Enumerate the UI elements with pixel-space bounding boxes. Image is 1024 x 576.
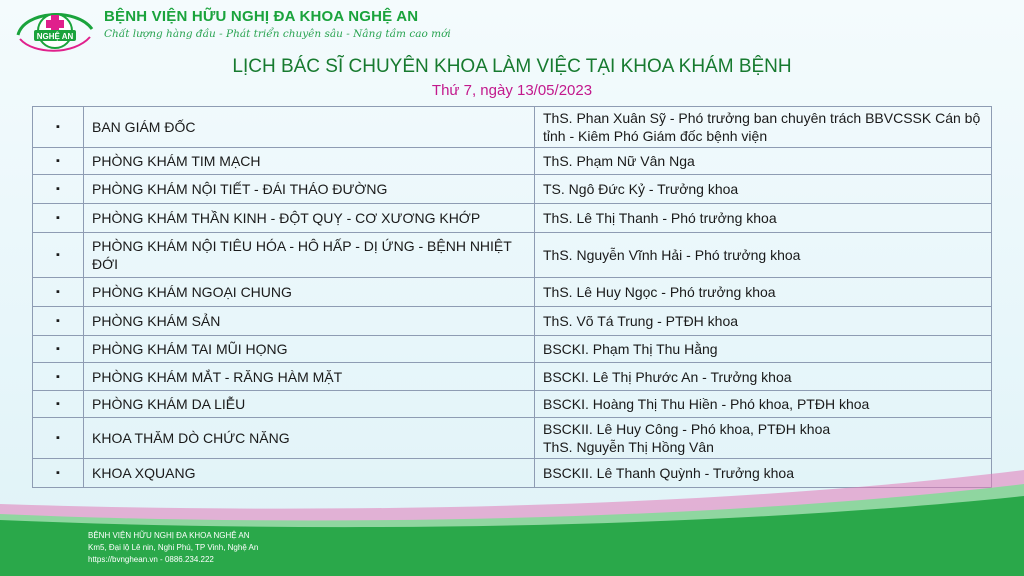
doctor-cell <box>535 148 992 175</box>
department-name: PHÒNG KHÁM THẦN KINH - ĐỘT QUỴ - CƠ XƯƠNG KHỚP <box>84 204 535 233</box>
table-row <box>33 175 992 204</box>
doctor-cell <box>535 233 992 278</box>
bullet-icon: ▪ <box>33 459 84 488</box>
table-row <box>33 107 992 148</box>
department-name: PHÒNG KHÁM DA LIỄU <box>84 391 535 418</box>
hospital-logo-icon <box>14 5 96 55</box>
footer-info <box>88 530 258 566</box>
doctor-cell <box>535 418 992 459</box>
doctor-name: ThS. Võ Tá Trung - PTĐH khoa <box>543 313 739 329</box>
table-row <box>33 204 992 233</box>
department-name: PHÒNG KHÁM NỘI TIÊU HÓA - HÔ HẤP - DỊ ỨNG - BỆNH NHIỆT ĐỚI <box>84 233 535 278</box>
doctor-name: ThS. Phạm Nữ Vân Nga <box>543 153 695 169</box>
department-name: PHÒNG KHÁM MẮT - RĂNG HÀM MẶT <box>84 363 535 391</box>
doctor-cell <box>535 336 992 363</box>
footer-contact: https://bvnghean.vn - 0886.234.222 <box>88 555 214 564</box>
doctor-name: ThS. Lê Thị Thanh - Phó trưởng khoa <box>543 210 777 226</box>
bullet-icon: ▪ <box>33 307 84 336</box>
doctor-name: TS. Ngô Đức Kỷ - Trưởng khoa <box>543 181 739 197</box>
bullet-icon: ▪ <box>33 418 84 459</box>
page-title: LỊCH BÁC SĨ CHUYÊN KHOA LÀM VIỆC TẠI KHOA KHÁM BỆNH <box>232 56 792 77</box>
department-name: PHÒNG KHÁM TIM MẠCH <box>84 148 535 175</box>
bullet-icon: ▪ <box>33 204 84 233</box>
bullet-icon: ▪ <box>33 363 84 391</box>
department-name: KHOA THĂM DÒ CHỨC NĂNG <box>84 418 535 459</box>
page-subtitle: Thứ 7, ngày 13/05/2023 <box>431 82 593 99</box>
bullet-icon: ▪ <box>33 391 84 418</box>
table-row <box>33 307 992 336</box>
doctor-name: BSCKI. Phạm Thị Thu Hằng <box>543 341 718 357</box>
doctor-name: BSCKI. Lê Thị Phước An - Trưởng khoa <box>543 368 792 385</box>
doctor-name: ThS. Phan Xuân Sỹ - Phó trưởng ban chuyên trách BBVCSSK Cán bộ tỉnh - Kiêm Phó Giám đốc bệnh viện <box>543 110 981 144</box>
table-row <box>33 148 992 175</box>
schedule-table <box>32 106 992 488</box>
bullet-icon: ▪ <box>33 278 84 307</box>
doctor-name: ThS. Lê Huy Ngọc - Phó trưởng khoa <box>543 284 776 300</box>
bullet-icon: ▪ <box>33 336 84 363</box>
table-row <box>33 233 992 278</box>
hospital-slogan: Chất lượng hàng đầu - Phát triển chuyên sâu - Nâng tầm cao mới <box>104 28 451 40</box>
department-name: PHÒNG KHÁM NGOẠI CHUNG <box>84 278 535 307</box>
header <box>0 0 1024 56</box>
doctor-cell <box>535 175 992 204</box>
doctor-cell <box>535 204 992 233</box>
doctor-name: ThS. Nguyễn Thị Hồng Vân <box>543 439 714 455</box>
doctor-cell <box>535 363 992 391</box>
table-row <box>33 278 992 307</box>
department-name: PHÒNG KHÁM SẢN <box>84 307 535 336</box>
doctor-cell <box>535 391 992 418</box>
doctor-name: BSCKI. Hoàng Thị Thu Hiền - Phó khoa, PTĐH khoa <box>543 396 870 412</box>
doctor-name: ThS. Nguyễn Vĩnh Hải - Phó trưởng khoa <box>543 247 801 263</box>
bullet-icon: ▪ <box>33 233 84 278</box>
bullet-icon: ▪ <box>33 148 84 175</box>
department-name: KHOA XQUANG <box>84 459 535 488</box>
bullet-icon: ▪ <box>33 175 84 204</box>
department-name: PHÒNG KHÁM NỘI TIẾT - ĐÁI THÁO ĐƯỜNG <box>84 175 535 204</box>
department-name: PHÒNG KHÁM TAI MŨI HỌNG <box>84 336 535 363</box>
table-row <box>33 336 992 363</box>
doctor-cell <box>535 107 992 148</box>
doctor-cell <box>535 307 992 336</box>
footer-address: Km5, Đại lộ Lê nin, Nghi Phú, TP Vinh, Nghệ An <box>88 543 259 552</box>
table-row <box>33 391 992 418</box>
table-row <box>33 363 992 391</box>
logo-text: NGHỆ AN <box>36 32 74 41</box>
bullet-icon: ▪ <box>33 107 84 148</box>
table-row <box>33 418 992 459</box>
doctor-name: BSCKII. Lê Thanh Quỳnh - Trưởng khoa <box>543 465 794 481</box>
doctor-cell <box>535 278 992 307</box>
footer-hospital-name: BỆNH VIỆN HỮU NGHỊ ĐA KHOA NGHỆ AN <box>88 531 250 540</box>
department-name: BAN GIÁM ĐỐC <box>84 107 535 148</box>
hospital-name: BỆNH VIỆN HỮU NGHỊ ĐA KHOA NGHỆ AN <box>104 8 419 25</box>
doctor-name: BSCKII. Lê Huy Công - Phó khoa, PTĐH khoa <box>543 421 831 437</box>
